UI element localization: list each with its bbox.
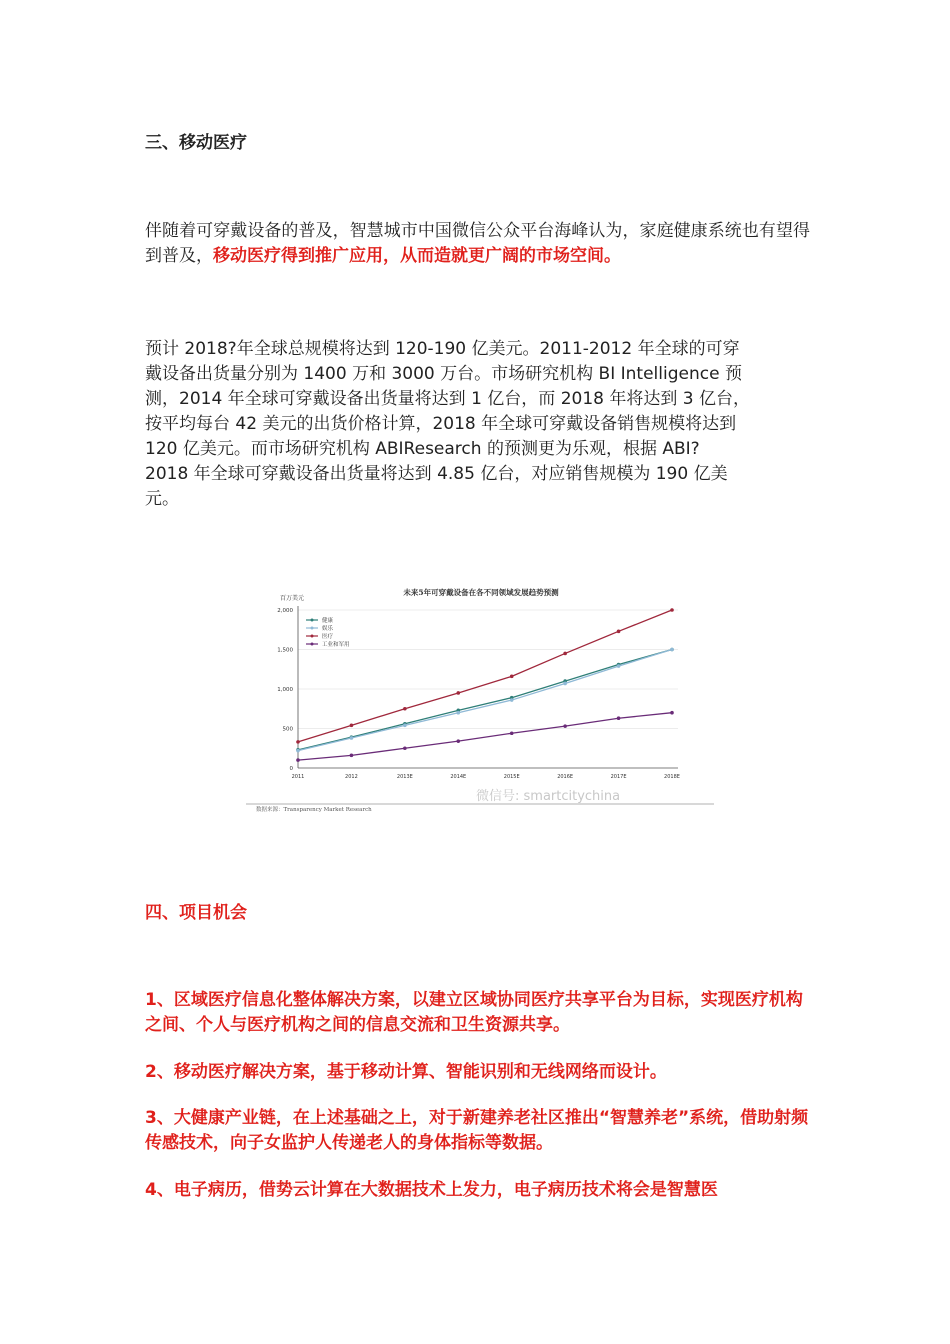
chart-grid [298, 610, 678, 729]
y-axis-label: 百万美元 [280, 595, 305, 602]
opportunity-item-4: 4、电子病历，借势云计算在大数据技术上发力，电子病历技术将会是智慧医 [145, 1180, 718, 1200]
data-point [617, 664, 621, 668]
watermark-text: 微信号: smartcitychina [476, 789, 621, 804]
data-point [296, 758, 300, 762]
opportunity-item-1: 1、区域医疗信息化整体解决方案，以建立区域协同医疗共享平台为目标，实现医疗机构之间、个人与医疗机构之间的信息交流和卫生资源共享。 [145, 990, 803, 1035]
x-tick-label: 2018E [664, 774, 680, 780]
chart-figure [246, 575, 714, 817]
legend-marker [311, 643, 314, 646]
paragraph-2-line: 测，2014 年全球可穿戴设备出货量将达到 1 亿台，而 2018 年将达到 3 亿台， [145, 389, 750, 409]
paragraph-1-highlight-text: 移动医疗得到推广应用，从而造就更广阔的市场空间。 [213, 246, 621, 266]
data-point [670, 711, 674, 715]
data-point [350, 736, 354, 740]
y-tick-label: 2,000 [277, 608, 293, 614]
y-tick-label: 500 [282, 726, 293, 733]
data-point [617, 716, 621, 720]
legend-label: 工业和军用 [322, 642, 350, 648]
paragraph-2-line: 戴设备出货量分别为 1400 万和 3000 万台。市场研究机构 BI Intelligence 预 [145, 364, 742, 384]
opportunity-item-2: 2、移动医疗解决方案，基于移动计算、智能识别和无线网络而设计。 [145, 1062, 667, 1082]
data-point [456, 711, 460, 715]
paragraph-2-line: 120 亿美元。而市场研究机构 ABIResearch 的预测更为乐观，根据 ABI? [145, 439, 700, 459]
paragraph-2-line: 元。 [145, 489, 179, 509]
data-point [456, 739, 460, 743]
data-point [563, 682, 567, 686]
data-point [403, 746, 407, 750]
x-tick-label: 2013E [396, 774, 413, 780]
data-point [510, 698, 514, 702]
data-point [563, 652, 567, 656]
legend-marker [311, 635, 314, 638]
data-point [617, 630, 621, 634]
paragraph-2-line: 2018 年全球可穿戴设备出货量将达到 4.85 亿台，对应销售规模为 190 亿美 [145, 464, 728, 484]
chart-legend [306, 616, 350, 648]
section3-paragraph-2 [145, 337, 810, 512]
chart-title: 未来5年可穿戴设备在各不同领域发展趋势预测 [403, 588, 559, 597]
data-point [670, 648, 674, 652]
legend-marker [311, 619, 314, 622]
data-point [296, 749, 300, 753]
legend-label: 健康 [322, 618, 334, 624]
x-tick-label: 2016E [557, 774, 574, 780]
x-tick-label: 2014E [450, 774, 467, 780]
paragraph-2-line: 按平均每台 42 美元的出货价格计算，2018 年全球可穿戴设备销售规模将达到 [145, 414, 737, 434]
y-tick-label: 1,000 [277, 687, 293, 693]
data-point [403, 724, 407, 728]
legend-label: 娱乐 [322, 626, 334, 632]
x-tick-label: 2012 [345, 774, 358, 780]
data-point [296, 740, 300, 744]
data-point [456, 691, 460, 695]
data-point [670, 608, 674, 612]
data-point [350, 724, 354, 728]
legend-label: 医疗 [322, 634, 334, 640]
section3-paragraph-1 [145, 219, 810, 269]
data-point [563, 724, 567, 728]
data-point [350, 754, 354, 758]
section3-heading: 三、移动医疗 [145, 133, 247, 153]
y-tick-label: 1,500 [277, 647, 293, 654]
opportunity-item-3: 3、大健康产业链，在上述基础之上，对于新建养老社区推出“智慧养老”系统，借助射频传感技术，向子女监护人传递老人的身体指标等数据。 [145, 1108, 809, 1153]
x-tick-label: 2015E [503, 774, 520, 780]
paragraph-2-line: 预计 2018?年全球总规模将达到 120-190 亿美元。2011-2012 年全球的可穿 [145, 339, 740, 359]
chart-series [296, 608, 674, 762]
line-chart [246, 575, 714, 817]
x-tick-label: 2017E [610, 774, 627, 780]
series-line [298, 610, 672, 742]
legend-marker [311, 627, 314, 630]
x-tick-label: 2011 [291, 774, 305, 780]
paragraph-1-normal-text: 伴随着可穿戴设备的普及，智慧城市中国微信公众平台海峰认为，家庭健康系统也有望得到普及， [145, 221, 810, 266]
series-line [298, 650, 672, 750]
section4-heading: 四、项目机会 [145, 903, 247, 923]
data-point [403, 707, 407, 711]
data-point [510, 731, 514, 735]
data-point [510, 675, 514, 679]
source-note: 数据来源：Transparency Market Research [256, 807, 372, 813]
y-tick-label: 0 [289, 766, 293, 772]
